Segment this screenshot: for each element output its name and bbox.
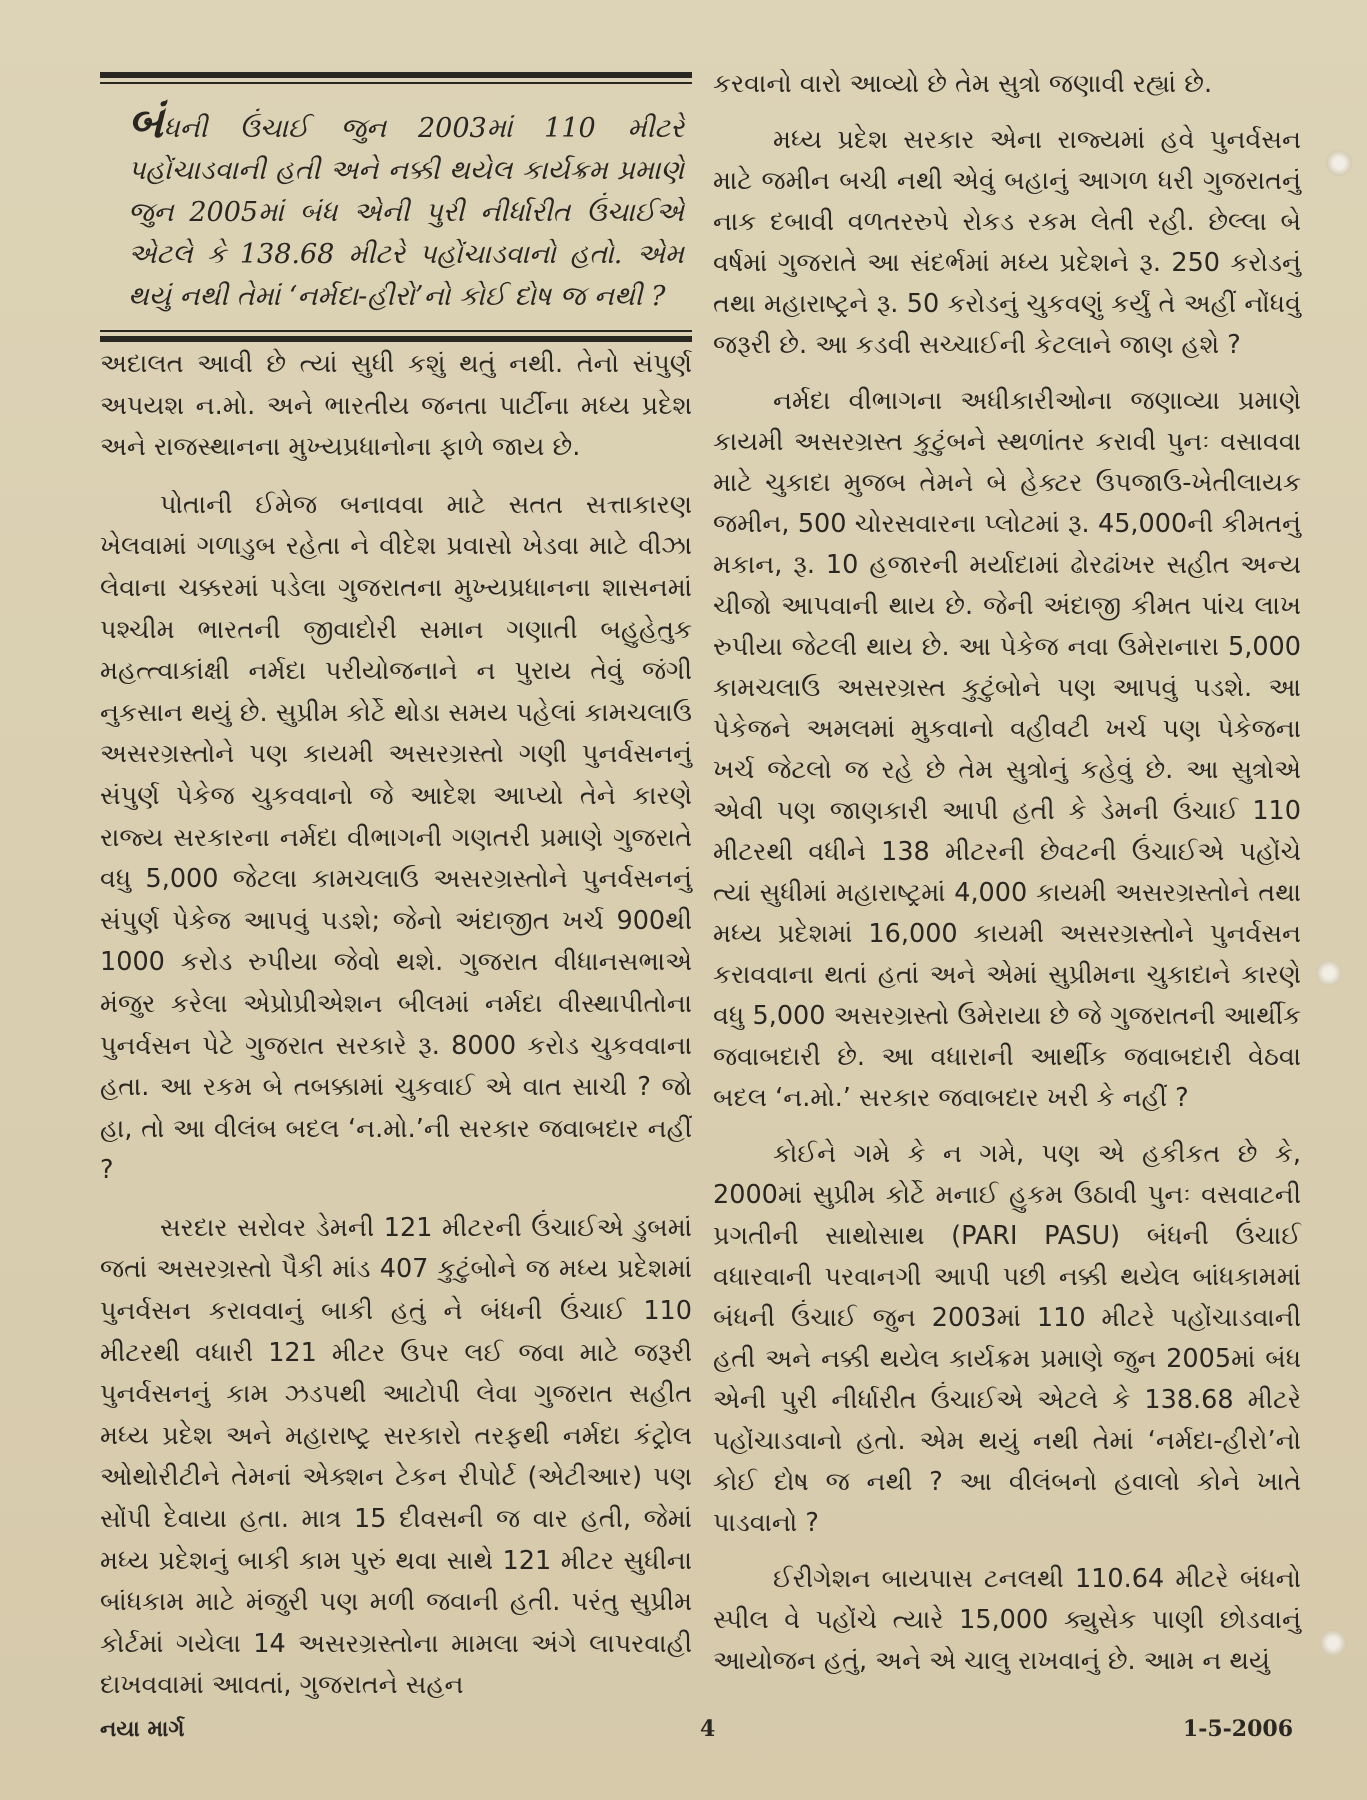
right-paragraph-4: કોઈને ગમે કે ન ગમે, પણ એ હકીકત છે કે, 2000માં સુપ્રીમ કોર્ટે મનાઈ હુકમ ઉઠાવી પુનઃ વસવાટની પ્રગતીની સાથોસાથ (PARI PASU) બંધની ઉંચાઈ વધારવાની પરવાનગી આપી પછી નક્કી થયેલ બાંધકામમાં બંધની ઉંચાઈ જુન 2003માં 110 મીટરે પહોંચાડવાની હતી અને નક્કી થયેલ કાર્યક્રમ પ્રમાણે જુન 2005માં બંધ એની પુરી નીર્ધારીત ઉંચાઈએ એટલે કે 138.68 મીટરે પહોંચાડવાનો હતો. એમ થયું નથી તેમાં ‘નર્મદા-હીરો’નો કોઈ દોષ જ નથી ? આ વીલંબનો હવાલો કોને ખાતે પાડવાનો ? [713, 1139, 1301, 1538]
pull-quote-body: ધની ઉંચાઈ જુન 2003માં 110 મીટરે પહોંચાડવાની હતી અને નક્કી થયેલ કાર્યક્રમ પ્રમાણે જુન 2005માં બંધ એની પુરી નીર્ધારીત ઉંચાઈએ એટલે કે 138.68 મીટરે પહોંચાડવાનો હતો. એમ થયું નથી તેમાં ‘નર્મદા-હીરો’નો કોઈ દોષ જ નથી ? [128, 113, 684, 312]
right-paragraph-5: ઈરીગેશન બાયપાસ ટનલથી 110.64 મીટરે બંધનો સ્પીલ વે પહોંચે ત્યારે 15,000 ક્યુસેક પાણી છોડવાનું આયોજન હતું, અને એ ચાલુ રાખવાનું છે. આમ ન થયું [713, 1564, 1301, 1676]
publication-name: નયા માર્ગ [100, 1716, 185, 1742]
left-paragraph-2: પોતાની ઈમેજ બનાવવા માટે સતત સત્તાકારણ ખેલવામાં ગળાડુબ રહેતા ને વીદેશ પ્રવાસો ખેડવા માટે વીઝા લેવાના ચક્કરમાં પડેલા ગુજરાતના મુખ્યપ્રધાનના શાસનમાં પશ્ચીમ ભારતની જીવાદોરી સમાન ગણાતી બહુહેતુક મહત્ત્વાકાંક્ષી નર્મદા પરીયોજનાને ન પુરાય તેવું જંગી નુકસાન થયું છે. સુપ્રીમ કોર્ટે થોડા સમય પહેલાં કામચલાઉ અસરગ્રસ્તોને પણ કાયમી અસરગ્રસ્તો ગણી પુનર્વસનનું સંપુર્ણ પેકેજ ચુકવવાનો જે આદેશ આપ્યો તેને કારણે રાજ્ય સરકારના નર્મદા વીભાગની ગણતરી પ્રમાણે ગુજરાતે વધુ 5,000 જેટલા કામચલાઉ અસરગ્રસ્તોને પુનર્વસનનું સંપુર્ણ પેકેજ આપવું પડશે; જેનો અંદાજીત ખર્ચ 900થી 1000 કરોડ રુપીયા જેવો થશે. ગુજરાત વીધાનસભાએ મંજુર કરેલા એપ્રોપ્રીએશન બીલમાં નર્મદા વીસ્થાપીતોના પુનર્વસન પેટે ગુજરાત સરકારે રૂ. 8000 કરોડ ચુકવવાના હતા. આ રકમ બે તબક્કામાં ચુકવાઈ એ વાત સાચી ? જો હા, તો આ વીલંબ બદલ ‘ન.મો.’ની સરકાર જવાબદાર નહીં ? [100, 489, 692, 1186]
page-footer [100, 1716, 1301, 1756]
right-column [713, 64, 1301, 1682]
right-paragraph-1: કરવાનો વારો આવ્યો છે તેમ સુત્રો જણાવી રહ્યાં છે. [713, 69, 1213, 99]
left-paragraph-3: સરદાર સરોવર ડેમની 121 મીટરની ઉંચાઈએ ડુબમાં જતાં અસરગ્રસ્તો પૈકી માંડ 407 કુટુંબોને જ મધ્ય પ્રદેશમાં પુનર્વસન કરાવવાનું બાકી હતું ને બંધની ઉંચાઈ 110 મીટરથી વધારી 121 મીટર ઉપર લઈ જવા માટે જરૂરી પુનર્વસનનું કામ ઝડપથી આટોપી લેવા ગુજરાત સહીત મધ્ય પ્રદેશ અને મહારાષ્ટ્ર સરકારો તરફથી નર્મદા કંટ્રોલ ઓથોરીટીને તેમનાં એક્શન ટેકન રીપોર્ટ (એટીઆર) પણ સોંપી દેવાયા હતા. માત્ર 15 દીવસની જ વાર હતી, જેમાં મધ્ય પ્રદેશનું બાકી કામ પુરું થવા સાથે 121 મીટર સુધીના બાંધકામ માટે મંજુરી પણ મળી જવાની હતી. પરંતુ સુપ્રીમ કોર્ટમાં ગયેલા 14 અસરગ્રસ્તોના મામલા અંગે લાપરવાહી દાખવવામાં આવતાં, ગુજરાતને સહન [100, 1212, 692, 1701]
pull-quote-bottom-rule [100, 330, 692, 332]
page-number: 4 [700, 1716, 716, 1742]
left-column [100, 344, 692, 1707]
left-paragraph-1: અદાલત આવી છે ત્યાં સુધી કશું થતું નથી. તેનો સંપુર્ણ અપયશ ન.મો. અને ભારતીય જનતા પાર્ટીના મધ્ય પ્રદેશ અને રાજસ્થાનના મુખ્યપ્રધાનોના ફાળે જાય છે. [100, 349, 692, 463]
binding-hole [1320, 1630, 1346, 1656]
pull-quote-text [100, 97, 692, 318]
pull-quote-top-rule [100, 82, 692, 84]
pull-quote-dropcap: બં [128, 97, 164, 148]
binding-hole [1326, 150, 1352, 176]
issue-date: 1-5-2006 [1182, 1716, 1293, 1742]
pull-quote [100, 72, 692, 342]
binding-hole [1316, 960, 1342, 986]
right-paragraph-2: મધ્ય પ્રદેશ સરકાર એના રાજ્યમાં હવે પુનર્વસન માટે જમીન બચી નથી એવું બહાનું આગળ ધરી ગુજરાતનું નાક દબાવી વળતરરુપે રોકડ રકમ લેતી રહી. છેલ્લા બે વર્ષમાં ગુજરાતે આ સંદર્ભમાં મધ્ય પ્રદેશને રૂ. 250 કરોડનું તથા મહારાષ્ટ્રને રૂ. 50 કરોડનું ચુકવણું કર્યું તે અહીં નોંધવું જરૂરી છે. આ કડવી સચ્ચાઈની કેટલાને જાણ હશે ? [713, 125, 1301, 360]
right-paragraph-3: નર્મદા વીભાગના અધીકારીઓના જણાવ્યા પ્રમાણે કાયમી અસરગ્રસ્ત કુટુંબને સ્થળાંતર કરાવી પુનઃ વસાવવા માટે ચુકાદા મુજબ તેમને બે હેક્ટર ઉપજાઉ-ખેતીલાયક જમીન, 500 ચોરસવારના પ્લોટમાં રૂ. 45,000ની કીમતનું મકાન, રૂ. 10 હજારની મર્યાદામાં ઢોરઢાંખર સહીત અન્ય ચીજો આપવાની થાય છે. જેની અંદાજી કીમત પાંચ લાખ રુપીયા જેટલી થાય છે. આ પેકેજ નવા ઉમેરાનારા 5,000 કામચલાઉ અસરગ્રસ્ત કુટુંબોને પણ આપવું પડશે. આ પેકેજને અમલમાં મુકવાનો વહીવટી ખર્ચ પણ પેકેજના ખર્ચ જેટલો જ રહે છે તેમ સુત્રોનું કહેવું છે. આ સુત્રોએ એવી પણ જાણકારી આપી હતી કે ડેમની ઉંચાઈ 110 મીટરથી વધીને 138 મીટરની છેવટની ઉંચાઈએ પહોંચે ત્યાં સુધીમાં મહારાષ્ટ્રમાં 4,000 કાયમી અસરગ્રસ્તોને તથા મધ્ય પ્રદેશમાં 16,000 કાયમી અસરગ્રસ્તોને પુનર્વસન કરાવવાના થતાં હતાં અને એમાં સુપ્રીમના ચુકાદાને કારણે વધુ 5,000 અસરગ્રસ્તો ઉમેરાયા છે જે ગુજરાતની આર્થીક જવાબદારી છે. આ વધારાની આર્થીક જવાબદારી વેઠવા બદલ ‘ન.મો.’ સરકાર જવાબદાર ખરી કે નહીં ? [713, 386, 1301, 1113]
